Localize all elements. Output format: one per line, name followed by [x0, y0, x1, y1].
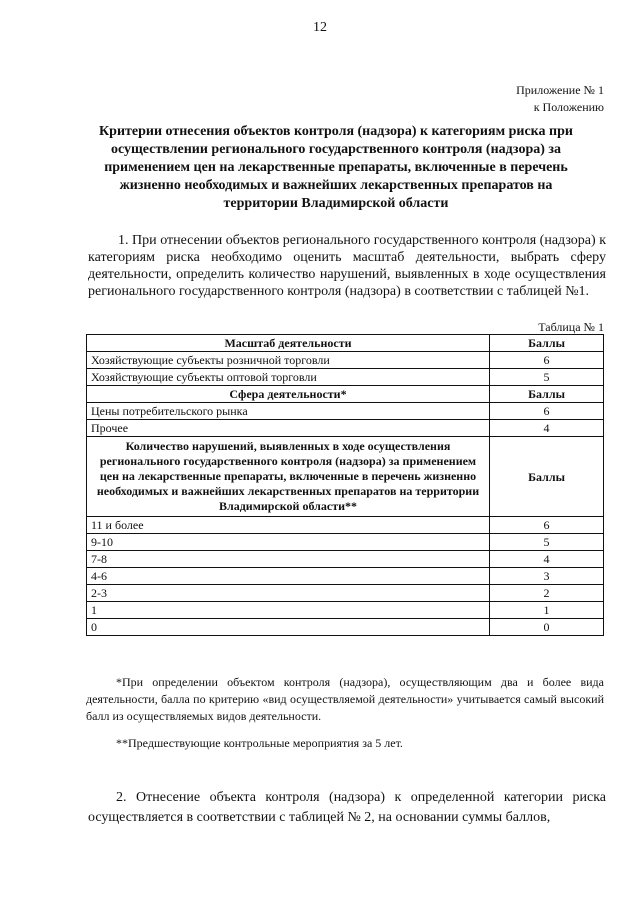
- document-title: Критерии отнесения объектов контроля (надзора) к категориям риска при осуществлении регионального государственного контроля (надзора) за применением цен на лекарственные препараты, включенные в перечень жизненно необходимых и важнейших лекарственных препаратов на территории Владимирской области: [99, 124, 573, 211]
- table-row: [87, 551, 604, 568]
- score-header: Баллы: [490, 335, 604, 352]
- row-score: 0: [490, 619, 604, 636]
- row-score: 5: [490, 534, 604, 551]
- row-label: 1: [87, 602, 490, 619]
- row-label: Цены потребительского рынка: [87, 403, 490, 420]
- table-row: [87, 420, 604, 437]
- footnote-1: *При определении объектом контроля (надзора), осуществляющим два и более вида деятельности, балла по критерию «вид осуществляемой деятельности» учитывается самый высокий балл из осуществляемых видов деятельности.: [86, 675, 604, 723]
- table-row: [87, 369, 604, 386]
- paragraph-1-text: При отнесении объектов регионального государственного контроля (надзора) к категориям риска необходимо оценить масштаб деятельности, выбрать сферу деятельности, определить количество нарушений, выявленных в ходе осуществления регионального государственного контроля (надзора) в соответствии с таблицей №1.: [88, 233, 607, 299]
- table-section-header-row: [87, 335, 604, 352]
- section-header: Масштаб деятельности: [87, 335, 490, 352]
- paragraph-1: [88, 232, 606, 300]
- row-score: 3: [490, 568, 604, 585]
- row-label: Хозяйствующие субъекты оптовой торговли: [87, 369, 490, 386]
- table-row: [87, 585, 604, 602]
- table-row: [87, 619, 604, 636]
- row-score: 6: [490, 352, 604, 369]
- paragraph-1-number: 1.: [118, 233, 129, 248]
- row-label: 2-3: [87, 585, 490, 602]
- row-label: 11 и более: [87, 517, 490, 534]
- row-label: 0: [87, 619, 490, 636]
- row-score: 6: [490, 517, 604, 534]
- table-row: [87, 602, 604, 619]
- section-header: Количество нарушений, выявленных в ходе осуществления регионального государственного контроля (надзора) за применением цен на лекарственные препараты, включенные в перечень жизненно необходимых и важнейших лекарственных препаратов на территории Владимирской области**: [87, 437, 490, 517]
- table-row: [87, 517, 604, 534]
- row-score: 5: [490, 369, 604, 386]
- score-header: Баллы: [490, 386, 604, 403]
- criteria-table: [86, 334, 604, 636]
- row-label: 4-6: [87, 568, 490, 585]
- row-label: Прочее: [87, 420, 490, 437]
- appendix-reference: [516, 82, 604, 116]
- footnote-2: **Предшествующие контрольные мероприятия за 5 лет.: [116, 736, 403, 750]
- row-score: 2: [490, 585, 604, 602]
- score-header: Баллы: [490, 437, 604, 517]
- table-caption: Таблица № 1: [538, 320, 604, 334]
- appendix-line-1: Приложение № 1: [516, 83, 604, 97]
- table-row: [87, 403, 604, 420]
- row-label: 7-8: [87, 551, 490, 568]
- row-label: 9-10: [87, 534, 490, 551]
- row-score: 4: [490, 420, 604, 437]
- paragraph-2: 2. Отнесение объекта контроля (надзора) к определенной категории риска осуществляется в соответствии с таблицей № 2, на основании суммы баллов,: [88, 790, 606, 825]
- row-score: 1: [490, 602, 604, 619]
- page-number: 12: [313, 20, 327, 35]
- appendix-line-2: к Положению: [533, 100, 604, 114]
- table-section-header-row: [87, 437, 604, 517]
- row-label: Хозяйствующие субъекты розничной торговли: [87, 352, 490, 369]
- section-header: Сфера деятельности*: [87, 386, 490, 403]
- table-row: [87, 568, 604, 585]
- row-score: 6: [490, 403, 604, 420]
- table-row: [87, 352, 604, 369]
- table-row: [87, 534, 604, 551]
- table-section-header-row: [87, 386, 604, 403]
- row-score: 4: [490, 551, 604, 568]
